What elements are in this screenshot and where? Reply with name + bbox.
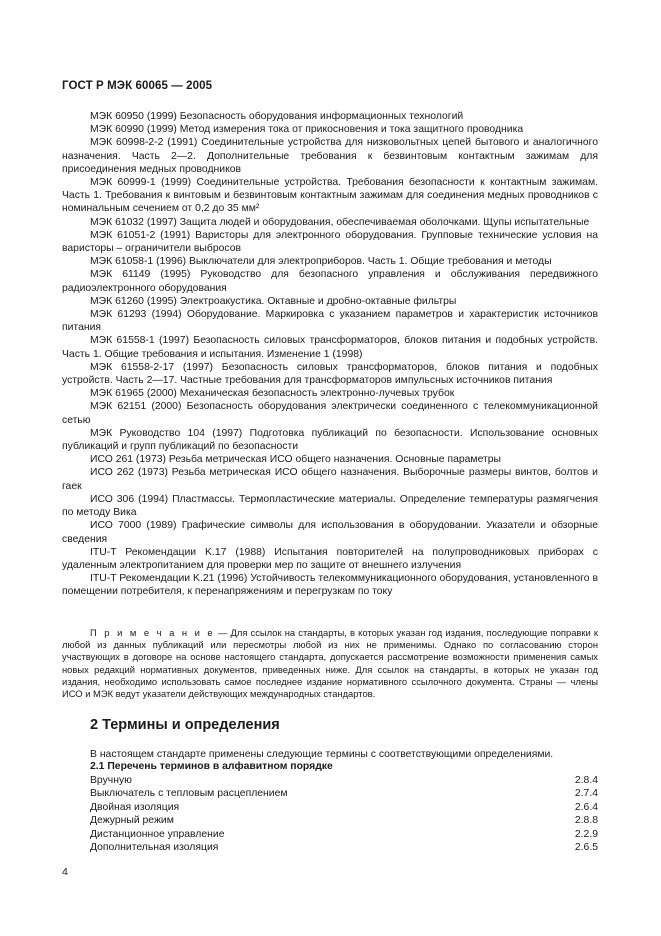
reference-item: ИСО 262 (1973) Резьба метрическая ИСО общего назначения. Выборочные размеры винтов, болтов и гаек: [62, 467, 598, 492]
normative-references-list: [62, 110, 598, 599]
term-row: [90, 814, 598, 827]
reference-item: ИСО 306 (1994) Пластмассы. Термопластические материалы. Определение температуры размягчения по методу Вика: [62, 493, 598, 519]
term-row: [90, 828, 598, 841]
term-name: Дежурный режим: [90, 815, 174, 827]
term-ref: 2.7.4: [574, 788, 598, 800]
reference-item: МЭК 60998-2-2 (1991) Соединительные устройства для низковольтных цепей бытового и аналогичного назначения. Часть 2—2. Дополнительные требования к безвинтовым контактным зажимам для присоединения медных проводников: [62, 137, 598, 175]
reference-item: МЭК 60999-1 (1999) Соединительные устройства. Требования безопасности к контактным зажимам. Часть 1. Требования к винтовым и безвинтовым контактным зажимам для соединения медных проводников с номинальным сечением от 0,2 до 35 мм²: [62, 177, 598, 215]
note-label: П р и м е ч а н и е: [90, 627, 215, 638]
note-paragraph: [62, 627, 598, 700]
reference-item: МЭК 61965 (2000) Механическая безопасность электронно-лучевых трубок: [90, 388, 455, 400]
reference-item: МЭК 61293 (1994) Оборудование. Маркировка с указанием параметров и характеристик источников питания: [62, 309, 598, 334]
term-ref: 2.6.5: [574, 841, 598, 853]
term-name: Двойная изоляция: [90, 801, 180, 813]
reference-item: ITU-T Рекомендации K.17 (1988) Испытания повторителей на полупроводниковых приборах с удаленным электропитанием для проверки мер по защите от внешнего излучения: [62, 546, 598, 571]
term-name: Вручную: [90, 775, 132, 786]
note-text: — Для ссылок на стандарты, в которых указан год издания, последующие поправки к любой из данных публикаций или пересмотры любой из них не применимы. Однако по согласованию сторон участвующих в договоре на основе настоящего стандарта, допускается рассмотрение возможности применения самых новых редакций нормативных документов, приведенных ниже. Для ссылок на стандарты, в которых не указан год издания, необходимо использовать самое последнее издание нормативного ссылочного документа. Страны — члены ИСО и МЭК ведут указатели действующих международных стандартов.: [62, 627, 598, 700]
reference-item: МЭК 61558-1 (1997) Безопасность силовых трансформаторов, блоков питания и подобных устройств. Часть 1. Общие требования и испытания. Изменение 1 (1998): [62, 335, 598, 360]
term-name: Дополнительная изоляция: [90, 841, 219, 853]
section-title: 2 Термины и определения: [90, 717, 280, 733]
reference-item: МЭК 61032 (1997) Защита людей и оборудования, обеспечиваемая оболочками. Щупы испытательные: [90, 216, 590, 228]
reference-item: МЭК 60950 (1999) Безопасность оборудования информационных технологий: [90, 111, 464, 122]
subsection-heading: 2.1 Перечень терминов в алфавитном порядке: [90, 761, 333, 772]
term-name: Дистанционное управление: [90, 828, 225, 840]
term-row: [90, 801, 598, 814]
reference-item: МЭК 61558-2-17 (1997) Безопасность силовых трансформаторов, блоков питания и подобных устройств. Часть 2—17. Частные требования для трансформаторов импульсных источников питания: [62, 361, 598, 387]
term-name: Выключатель с тепловым расцеплением: [90, 788, 288, 800]
reference-item: МЭК 61260 (1995) Электроакустика. Октавные и дробно-октавные фильтры: [90, 295, 457, 307]
section-intro: В настоящем стандарте применены следующие термины с соответствующими определениями.: [90, 749, 554, 760]
document-header: ГОСТ Р МЭК 60065 — 2005: [62, 80, 213, 92]
term-ref: 2.6.4: [574, 801, 598, 813]
term-row: [90, 841, 598, 854]
reference-item: МЭК Руководство 104 (1997) Подготовка публикаций по безопасности. Использование основных публикаций и групп публикаций по безопасности: [62, 427, 598, 453]
terms-list: [90, 774, 598, 854]
reference-item: ITU-T Рекомендации K.21 (1996) Устойчивость телекоммуникационного оборудования, установленного в помещении потребителя, к перенапряжениям и перегрузкам по току: [62, 573, 598, 598]
term-ref: 2.2.9: [574, 828, 598, 840]
reference-item: МЭК 61058-1 (1996) Выключатели для электроприборов. Часть 1. Общие требования и методы: [90, 256, 552, 268]
term-ref: 2.8.8: [574, 815, 598, 827]
term-row: [90, 774, 598, 787]
term-row: [90, 787, 598, 800]
reference-item: МЭК 60990 (1999) Метод измерения тока от прикосновения и тока защитного проводника: [90, 124, 524, 136]
reference-item: МЭК 62151 (2000) Безопасность оборудования электрически соединенного с телекоммуникационной сетью: [62, 401, 598, 426]
page-number: 4: [62, 866, 68, 878]
reference-item: МЭК 61051-2 (1991) Варисторы для электронного оборудования. Групповые технические условия на варисторы – ограничители выбросов: [62, 229, 598, 255]
reference-item: ИСО 7000 (1989) Графические символы для использования в оборудовании. Указатели и обзорные сведения: [62, 520, 598, 545]
term-ref: 2.8.4: [574, 775, 598, 786]
reference-item: МЭК 61149 (1995) Руководство для безопасного управления и обслуживания передвижного радиоэлектронного оборудования: [62, 269, 598, 294]
reference-item: ИСО 261 (1973) Резьба метрическая ИСО общего назначения. Основные параметры: [90, 454, 502, 466]
